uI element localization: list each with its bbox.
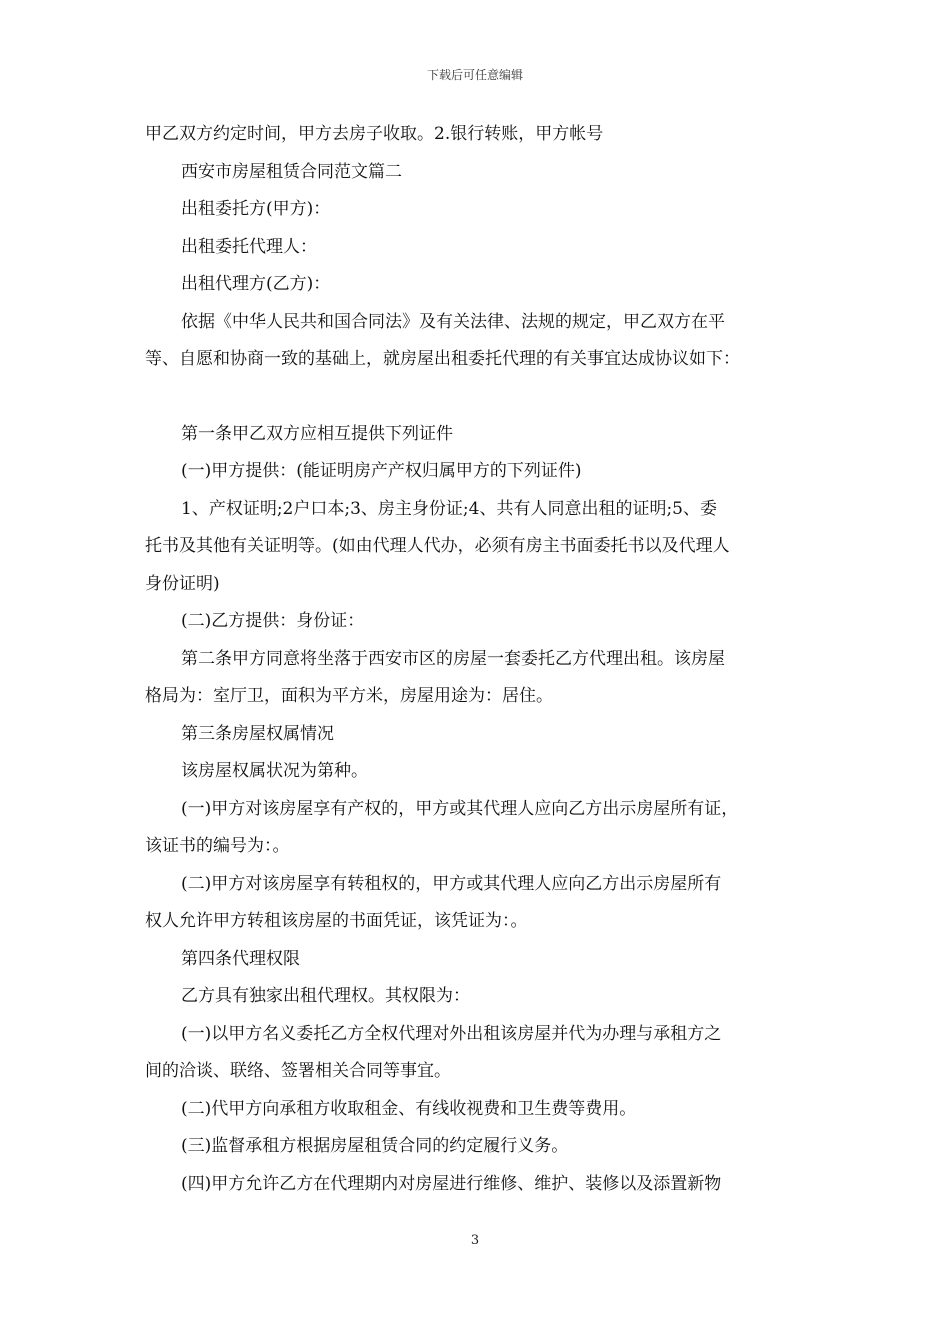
text-line: 1、产权证明;2户口本;3、房主身份证;4、共有人同意出租的证明;5、委: [181, 498, 717, 519]
text-line: 该房屋权属状况为第种。: [181, 761, 368, 781]
article-heading: 第四条代理权限: [181, 948, 300, 969]
section-title: 西安市房屋租赁合同范文篇二: [181, 161, 402, 182]
text-line: 身份证明): [145, 573, 220, 594]
text-line: 间的洽谈、联络、签署相关合同等事宜。: [145, 1061, 451, 1081]
text-line: (二)甲方对该房屋享有转租权的，甲方或其代理人应向乙方出示房屋所有: [181, 873, 722, 894]
text-line: 出租委托方(甲方)：: [181, 199, 331, 219]
page-header: 下载后可任意编辑: [426, 68, 523, 82]
text-line: (一)甲方提供：(能证明房产产权归属甲方的下列证件): [181, 461, 582, 481]
text-line: (一)以甲方名义委托乙方全权代理对外出租该房屋并代为办理与承租方之: [181, 1023, 722, 1044]
text-line: (一)甲方对该房屋享有产权的，甲方或其代理人应向乙方出示房屋所有证，: [181, 798, 739, 819]
text-line: (二)代甲方向承租方收取租金、有线收视费和卫生费等费用。: [181, 1098, 637, 1119]
text-line: (三)监督承租方根据房屋租赁合同的约定履行义务。: [181, 1136, 569, 1156]
text-line: 托书及其他有关证明等。(如由代理人代办，必须有房主书面委托书以及代理人: [145, 536, 730, 556]
text-line: 甲乙双方约定时间，甲方去房子收取。2.银行转账，甲方帐号: [145, 124, 604, 144]
text-line: 权人允许甲方转租该房屋的书面凭证，该凭证为：。: [145, 911, 528, 931]
text-line: 等、自愿和协商一致的基础上，就房屋出租委托代理的有关事宜达成协议如下：: [145, 349, 740, 369]
text-line: 出租代理方(乙方)：: [181, 274, 331, 294]
text-line: 格局为：室厅卫，面积为平方米，房屋用途为：居住。: [145, 686, 553, 706]
text-line: (四)甲方允许乙方在代理期内对房屋进行维修、维护、装修以及添置新物: [181, 1173, 722, 1194]
text-line: 该证书的编号为：。: [145, 836, 290, 856]
text-line: 乙方具有独家出租代理权。其权限为：: [181, 986, 470, 1006]
article-heading: 第一条甲乙双方应相互提供下列证件: [181, 423, 453, 444]
text-line: 出租委托代理人：: [181, 236, 317, 257]
document-body: [145, 122, 815, 1209]
blank-line: [145, 385, 815, 422]
page-number: 3: [470, 1233, 480, 1248]
text-line: 依据《中华人民共和国合同法》及有关法律、法规的规定，甲乙双方在平: [181, 311, 725, 332]
article-heading: 第三条房屋权属情况: [181, 723, 334, 744]
article-heading: 第二条甲方同意将坐落于西安市区的房屋一套委托乙方代理出租。该房屋: [181, 648, 725, 669]
text-line: (二)乙方提供：身份证：: [181, 611, 365, 631]
